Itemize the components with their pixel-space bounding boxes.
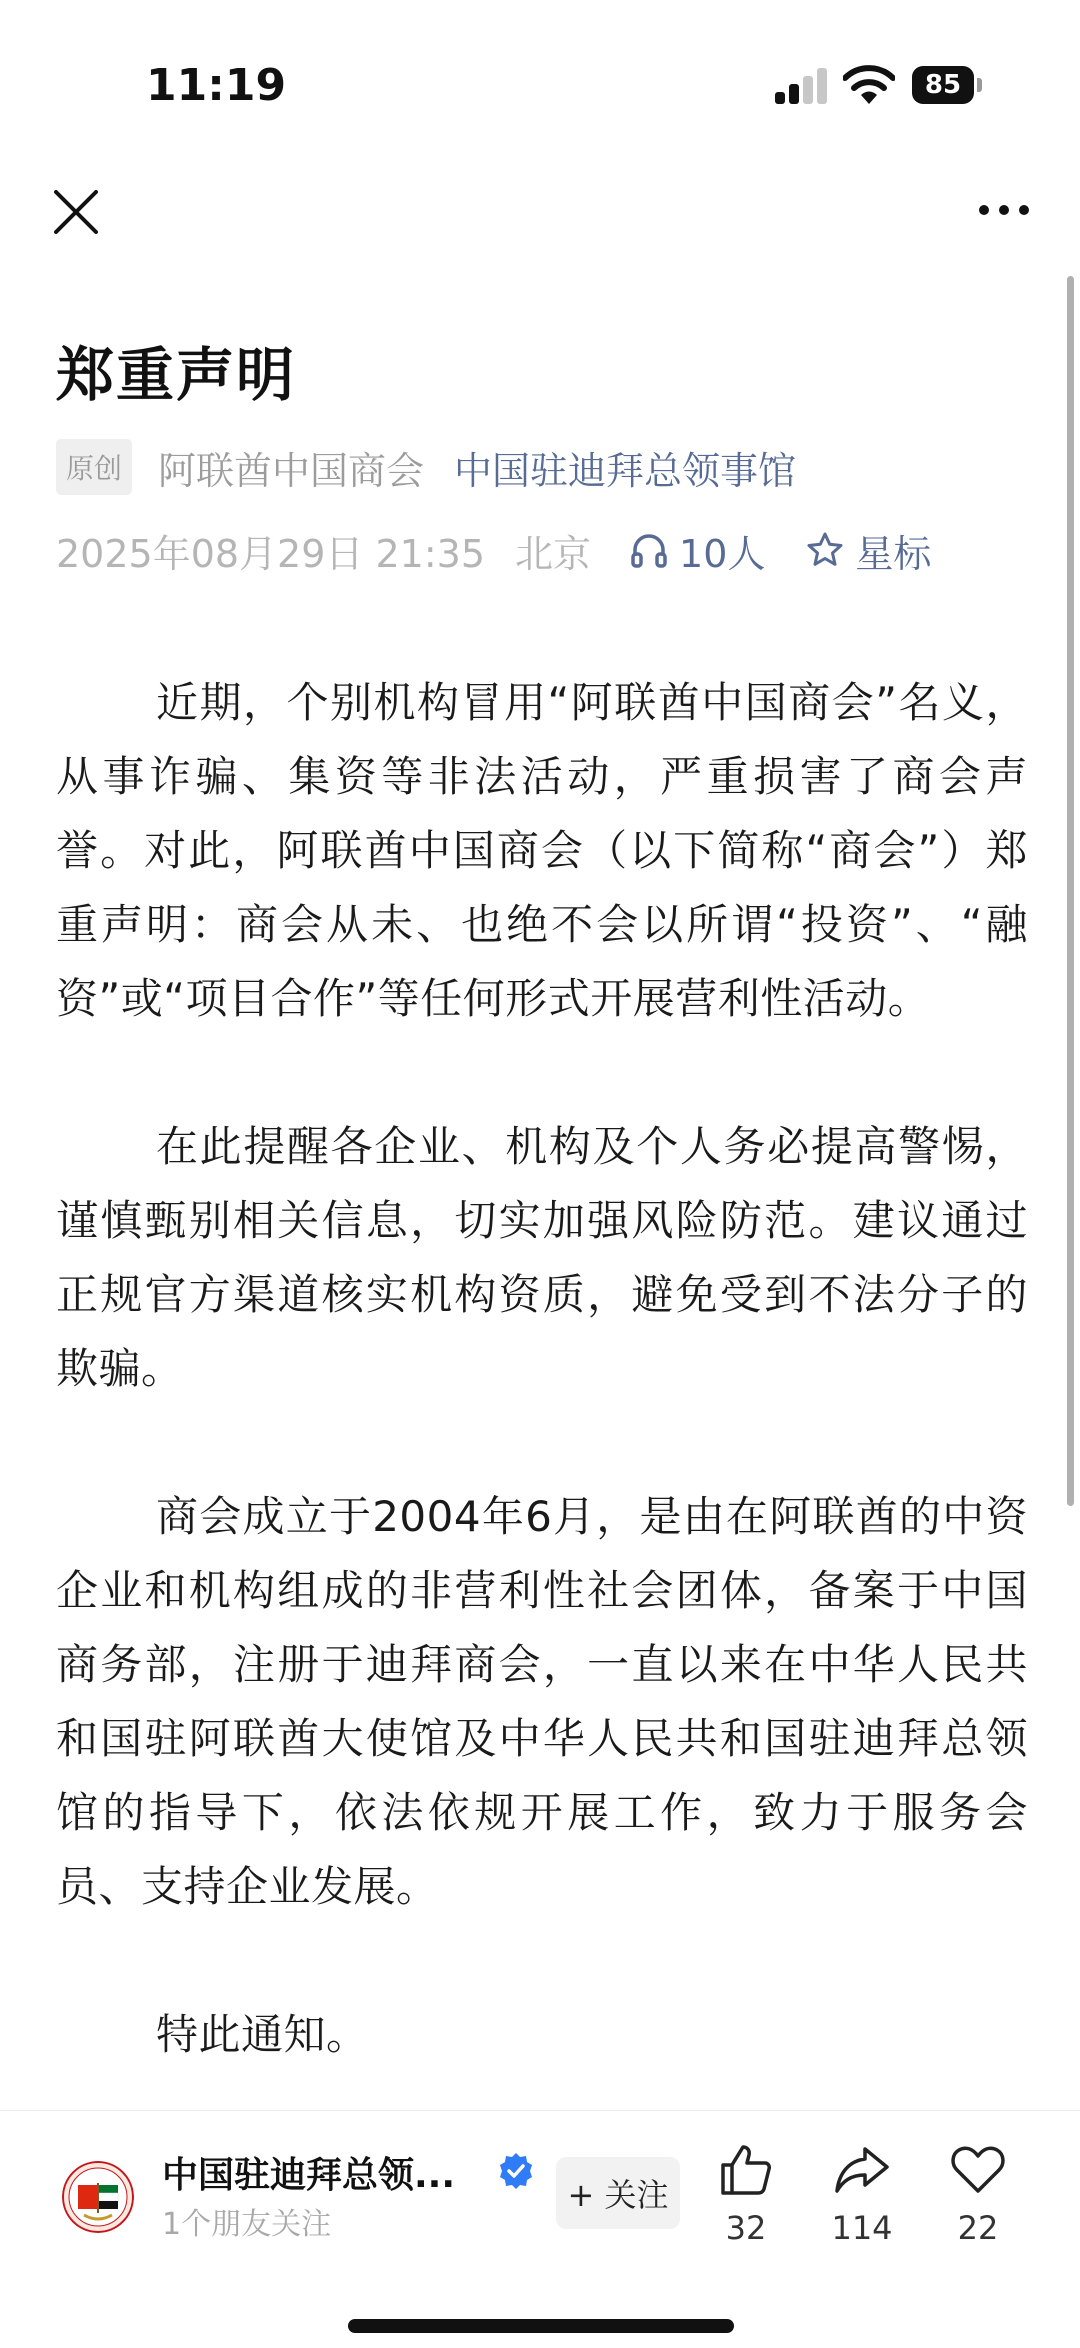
thumbs-up-icon	[717, 2141, 775, 2199]
star-icon	[805, 530, 845, 570]
article-body	[56, 666, 1028, 2146]
share-count: 114	[831, 2209, 893, 2247]
article-info	[56, 520, 931, 580]
star-button[interactable]	[805, 523, 931, 578]
wifi-icon	[843, 64, 895, 106]
heart-icon	[949, 2141, 1007, 2199]
battery-level: 85	[912, 66, 974, 104]
status-time: 11:19	[146, 60, 287, 111]
avatar[interactable]	[62, 2161, 134, 2233]
publish-date: 2025年08月29日 21:35	[56, 531, 486, 576]
paragraph: 在此提醒各企业、机构及个人务必提高警惕，谨慎甄别相关信息，切实加强风险防范。建议通过正规官方渠道核实机构资质，避免受到不法分子的欺骗。	[56, 1122, 1028, 1393]
close-icon[interactable]	[50, 186, 102, 238]
like-count: 32	[725, 2209, 767, 2247]
share-button[interactable]	[812, 2141, 912, 2247]
more-icon[interactable]	[976, 192, 1032, 228]
like-button[interactable]	[696, 2141, 796, 2247]
listen-count: 10人	[679, 531, 766, 576]
article-meta	[56, 440, 796, 494]
article-source: 阿联酋中国商会	[158, 448, 425, 493]
listen-button[interactable]	[629, 523, 765, 578]
account-name[interactable]: 中国驻迪拜总领...	[162, 2155, 456, 2196]
favorite-count: 22	[957, 2209, 999, 2247]
original-badge: 原创	[56, 439, 132, 495]
status-bar	[0, 0, 1080, 150]
battery-icon	[912, 66, 982, 104]
publish-location: 北京	[515, 531, 592, 576]
bottom-bar	[0, 2110, 1080, 2348]
paragraph: 特此通知。	[156, 2010, 369, 2059]
verified-icon	[496, 2151, 536, 2191]
account-link[interactable]: 中国驻迪拜总领事馆	[454, 448, 797, 493]
signal-icon	[775, 68, 827, 104]
article-title: 郑重声明	[56, 341, 297, 409]
scrollbar[interactable]	[1067, 276, 1074, 1506]
paragraph: 商会成立于2004年6月，是由在阿联酋的中资企业和机构组成的非营利性社会团体，备案于中国商务部，注册于迪拜商会，一直以来在中华人民共和国驻阿联酋大使馆及中华人民共和国驻迪拜总领馆的指导下，依法依规开展工作，致力于服务会员、支持企业发展。	[56, 1492, 1028, 1911]
friends-following: 1个朋友关注	[162, 2207, 332, 2242]
paragraph: 近期，个别机构冒用“阿联酋中国商会”名义，从事诈骗、集资等非法活动，严重损害了商会声誉。对此，阿联酋中国商会（以下简称“商会”）郑重声明：商会从未、也绝不会以所谓“投资”、“融资”或“项目合作”等任何形式开展营利性活动。	[56, 678, 1028, 1023]
headphones-icon	[629, 530, 669, 570]
follow-button[interactable]: + 关注	[556, 2157, 680, 2229]
favorite-button[interactable]	[928, 2141, 1028, 2247]
home-indicator[interactable]	[348, 2319, 734, 2333]
share-icon	[833, 2141, 891, 2199]
star-label: 星标	[855, 531, 932, 576]
